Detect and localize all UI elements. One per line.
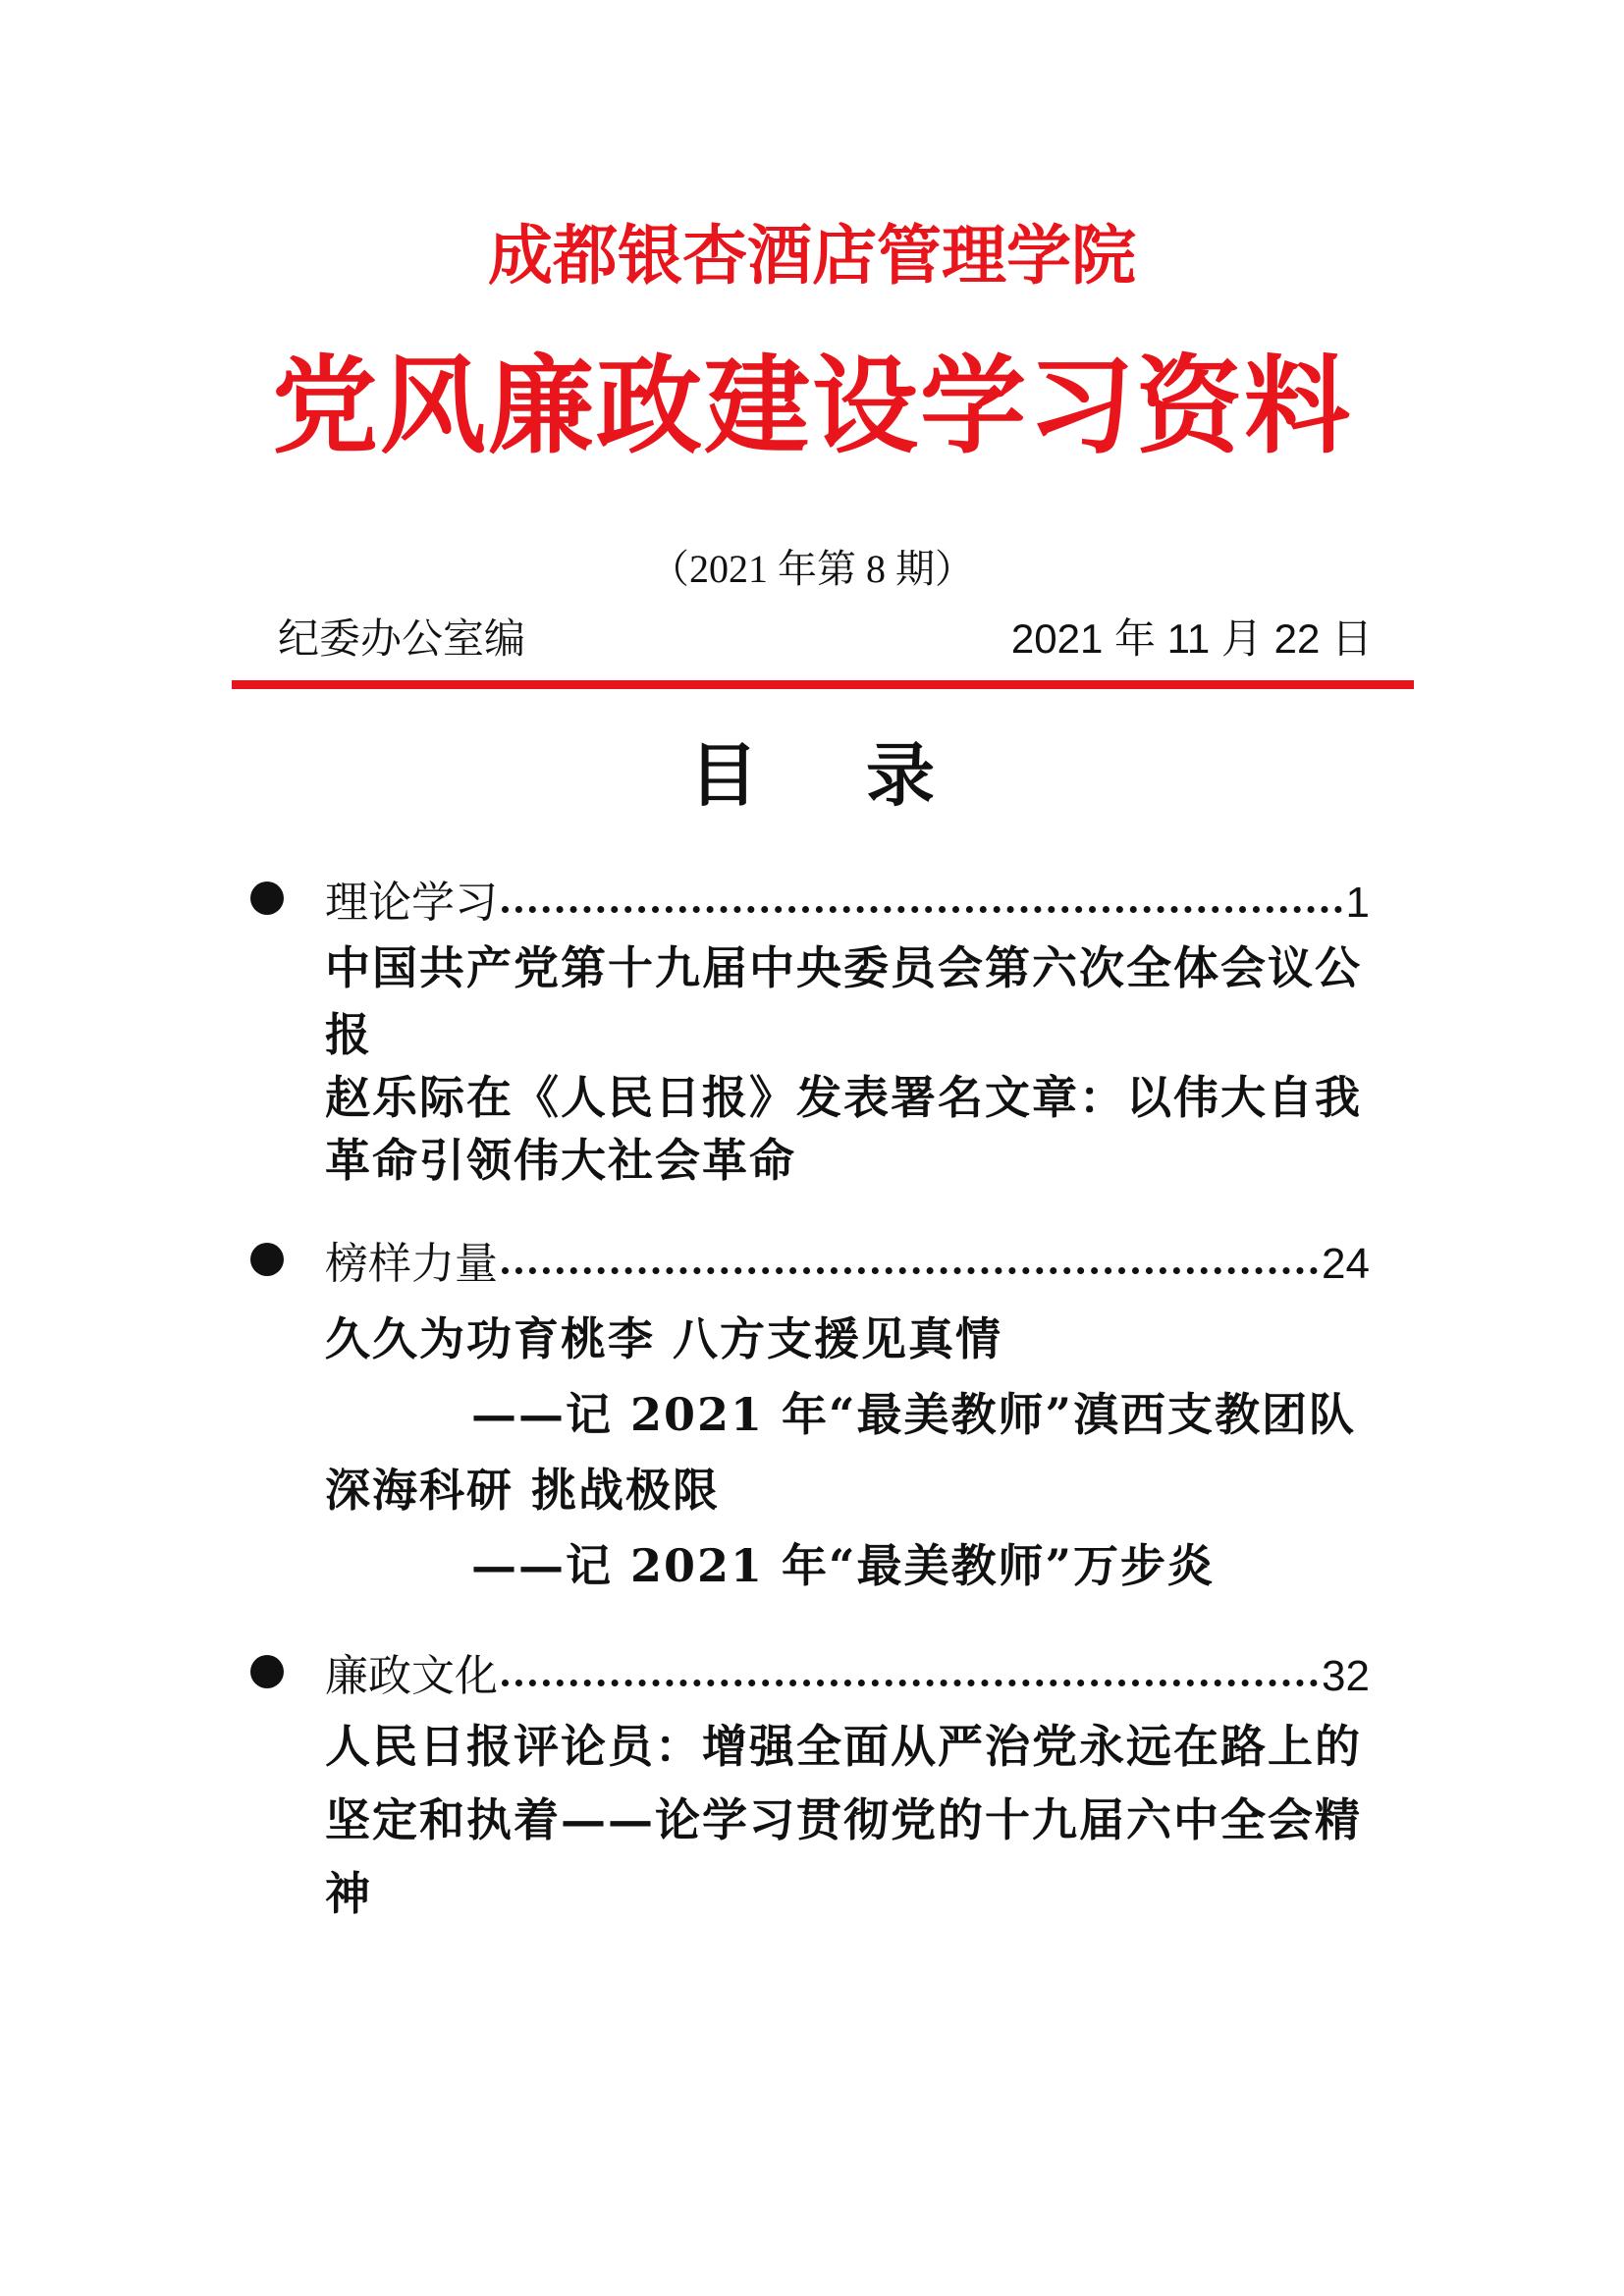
toc-item[interactable]: 中国共产党第十九届中央委员会第六次全体会议公报 <box>325 941 1362 1061</box>
toc-item[interactable]: 深海科研 挑战极限 <box>325 1464 721 1517</box>
section-heading[interactable] <box>325 874 1370 925</box>
toc-item[interactable]: 人民日报评论员：增强全面从严治党永远在路上的坚定和执着——论学习贯彻党的十九届六中全会精神 <box>325 1720 1362 1920</box>
section-page-number: 24 <box>1322 1240 1370 1288</box>
publish-date: 2021 年 11 月 22 日 <box>1010 615 1373 662</box>
toc-item-subtitle: ——记 2021 年“最美教师”万步炎 <box>471 1539 1215 1592</box>
institution-name: 成都银杏酒店管理学院 <box>488 218 1136 294</box>
section-label: 榜样力量 <box>325 1240 498 1288</box>
section-page-number: 32 <box>1322 1652 1370 1700</box>
dot-leader <box>502 1267 1318 1274</box>
toc-title <box>0 734 1624 816</box>
toc-item[interactable]: 赵乐际在《人民日报》发表署名文章：以伟大自我革命引领伟大社会革命 <box>325 1071 1362 1187</box>
document-title: 党风廉政建设学习资料 <box>271 345 1352 468</box>
toc-item[interactable]: 久久为功育桃李 八方支援见真情 <box>325 1312 1003 1365</box>
section-heading[interactable] <box>325 1235 1370 1286</box>
toc-item-subtitle: ——记 2021 年“最美教师”滇西支教团队 <box>471 1388 1356 1441</box>
dot-leader <box>502 1680 1318 1686</box>
bullet-icon <box>250 1655 284 1688</box>
editor-office: 纪委办公室编 <box>278 615 526 662</box>
dot-leader <box>502 906 1342 913</box>
section-label: 廉政文化 <box>325 1652 498 1700</box>
section-heading[interactable] <box>325 1647 1370 1698</box>
toc-title-left: 目 <box>689 734 758 816</box>
section-label: 理论学习 <box>325 879 498 927</box>
bullet-icon <box>250 1243 284 1276</box>
bullet-icon <box>250 881 284 915</box>
header-divider <box>232 680 1414 689</box>
toc-title-right: 录 <box>866 734 935 816</box>
issue-number: （2021 年第 8 期） <box>650 547 974 591</box>
section-page-number: 1 <box>1345 879 1370 927</box>
